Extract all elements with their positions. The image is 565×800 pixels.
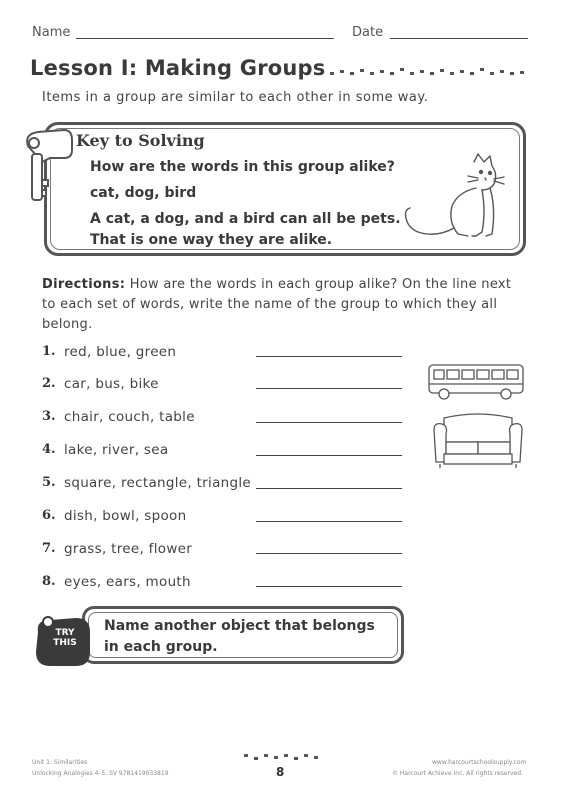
item-number: 6. (42, 508, 56, 523)
item-words: red, blue, green (64, 344, 177, 360)
answer-line[interactable] (256, 356, 402, 357)
answer-line[interactable] (256, 488, 402, 489)
item-number: 1. (42, 344, 56, 359)
item-number: 7. (42, 541, 56, 556)
couch-illustration (430, 412, 526, 470)
item-words: lake, river, sea (64, 442, 169, 458)
bus-illustration (426, 362, 526, 402)
key-title: Key to Solving (76, 131, 205, 150)
item-number: 4. (42, 442, 56, 457)
footer-copyright: © Harcourt Achieve Inc. All rights reserved. (392, 770, 523, 777)
answer-line[interactable] (256, 521, 402, 522)
try-badge-line-1: TRY (55, 628, 75, 638)
item-number: 8. (42, 574, 56, 589)
try-badge-line-2: THIS (53, 638, 77, 648)
item-words: square, rectangle, triangle (64, 475, 252, 491)
item-words: car, bus, bike (64, 376, 159, 392)
key-answer-line-2: That is one way they are alike. (90, 232, 333, 248)
item-words: dish, bowl, spoon (64, 508, 187, 524)
try-this-text (104, 616, 394, 658)
name-label: Name (32, 25, 71, 40)
key-question: How are the words in this group alike? (90, 159, 395, 175)
item-words: eyes, ears, mouth (64, 574, 191, 590)
date-label: Date (352, 25, 384, 40)
answer-line[interactable] (256, 553, 402, 554)
try-this-line-1: Name another object that belongs (104, 618, 375, 634)
answer-line[interactable] (256, 455, 402, 456)
item-number: 3. (42, 409, 56, 424)
footer-unit: Unit 1: Similarities (32, 759, 88, 766)
key-example: cat, dog, bird (90, 185, 197, 201)
directions (42, 275, 512, 335)
answer-line[interactable] (256, 422, 402, 423)
footer-website: www.harcourtschoolsupply.com (432, 759, 527, 766)
directions-text: How are the words in each group alike? On the line next to each set of words, write the name of the group to which they all belong. (42, 277, 512, 332)
footer-dots-decoration (242, 750, 322, 762)
item-words: grass, tree, flower (64, 541, 193, 557)
key-answer-line-1: A cat, a dog, and a bird can all be pets. (90, 211, 401, 227)
lesson-subtitle: Items in a group are similar to each other in some way. (42, 90, 429, 105)
page-title: Lesson I: Making Groups (30, 56, 326, 80)
item-number: 5. (42, 475, 56, 490)
page-number: 8 (276, 765, 285, 779)
try-this-badge-label (40, 628, 90, 648)
date-line[interactable] (390, 38, 528, 39)
footer-book: Unlocking Analogies 4–5, SV 9781419033819 (32, 770, 169, 777)
answer-line[interactable] (256, 586, 402, 587)
key-icon (20, 128, 76, 210)
item-number: 2. (42, 376, 56, 391)
title-dots-decoration (328, 60, 528, 76)
cat-illustration (402, 152, 512, 244)
try-this-line-2: in each group. (104, 639, 218, 655)
item-words: chair, couch, table (64, 409, 195, 425)
answer-line[interactable] (256, 388, 402, 389)
name-line[interactable] (76, 38, 334, 39)
directions-label: Directions: (42, 277, 126, 292)
